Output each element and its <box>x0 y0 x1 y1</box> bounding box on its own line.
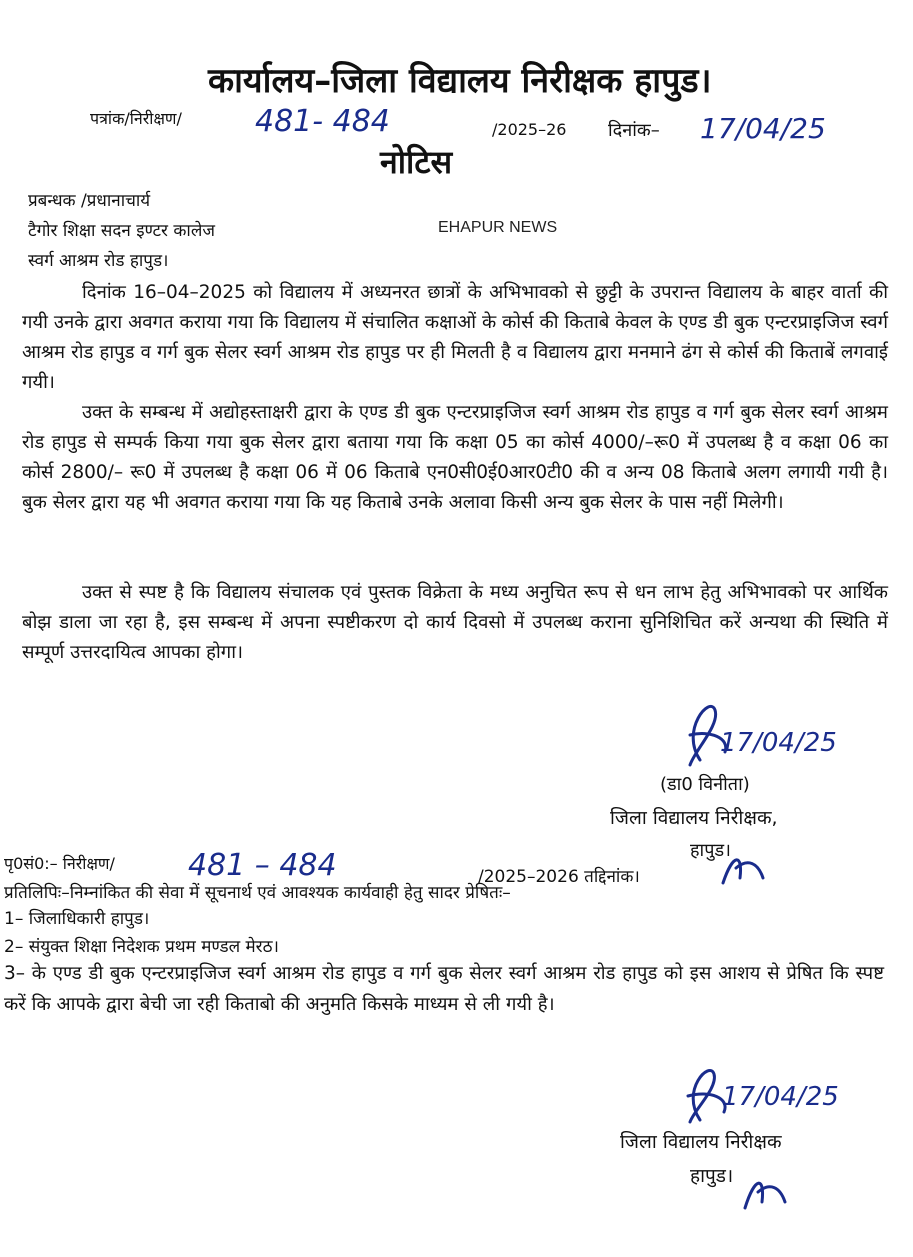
copy-item-3: 3– के एण्ड डी बुक एन्टरप्राइजिज स्वर्ग आश्रम रोड हापुड व गर्ग बुक सेलर स्वर्ग आश्रम रोड हापुड को इस आशय से प्रेषित कि स्पष्ट करें कि आपके द्वारा बेची जा रही किताबो की अनुमति किसके माध्यम से ली गयी है। <box>4 963 884 1015</box>
notice-title: नोटिस <box>380 143 453 181</box>
copy-ref-year: /2025–2026 तद्दिनांक। <box>478 867 640 887</box>
ref-label: पत्रांक/निरीक्षण/ <box>90 109 182 128</box>
signatory-place: हापुड। <box>690 840 731 861</box>
signatory-2-designation: जिला विद्यालय निरीक्षक <box>620 1131 782 1153</box>
office-title: कार्यालय–जिला विद्यालय निरीक्षक हापुड। <box>208 61 712 101</box>
watermark-text: EHAPUR NEWS <box>438 219 558 236</box>
copy-item-2: 2– संयुक्त शिक्षा निदेशक प्रथम मण्डल मेरठ। <box>4 937 279 957</box>
ref-year: /2025–26 <box>492 120 567 139</box>
addressee-line-2: टैगोर शिक्षा सदन इण्टर कालेज <box>28 221 215 241</box>
date-handwritten: 17/04/25 <box>700 112 826 145</box>
copy-ref-label: पृ0सं0:– निरीक्षण/ <box>4 854 115 873</box>
date-label: दिनांक– <box>608 120 660 141</box>
body-paragraph-1: दिनांक 16–04–2025 को विद्यालय में अध्यनरत छात्रों के अभिभावको से छुट्टी के उपरान्त विद्यालय के बाहर वार्ता की गयी उनके द्वारा अवगत कराया गया कि विद्यालय में संचालित कक्षाओं के कोर्स की किताबे केवल के एण्ड डी बुक एन्टरप्राइजिज स्वर्ग आश्रम रोड हापुड व गर्ग बुक सेलर स्वर्ग आश्रम रोड हापुड पर ही मिलती है व विद्यालय द्वारा मनमाने ढंग से कोर्स की किताबें लगवाई गयी। <box>22 282 888 393</box>
ref-number-handwritten: 481- 484 <box>255 104 390 139</box>
signatory-designation: जिला विद्यालय निरीक्षक, <box>610 807 778 829</box>
copy-ref-number-handwritten: 481 – 484 <box>188 848 337 883</box>
signature-2-date: 17/04/25 <box>722 1082 839 1112</box>
signatory-name: (डा0 विनीता) <box>660 774 750 795</box>
initials-scribble-2 <box>740 1170 790 1214</box>
copy-intro: प्रतिलिपिः–निम्नांकित की सेवा में सूचनार्थ एवं आवश्यक कार्यवाही हेतु सादर प्रेषितः– <box>4 883 511 903</box>
addressee-line-1: प्रबन्धक /प्रधानाचार्य <box>28 191 151 211</box>
signature-1-date: 17/04/25 <box>720 728 837 758</box>
signatory-2-place: हापुड। <box>690 1165 734 1187</box>
addressee-line-3: स्वर्ग आश्रम रोड हापुड। <box>28 251 169 271</box>
copy-item-1: 1– जिलाधिकारी हापुड। <box>4 909 150 929</box>
initials-scribble-1 <box>718 848 768 890</box>
body-paragraph-2: उक्त के सम्बन्ध में अद्योहस्ताक्षरी द्वारा के एण्ड डी बुक एन्टरप्राइजिज स्वर्ग आश्रम रोड हापुड व गर्ग बुक सेलर स्वर्ग आश्रम रोड हापुड से सम्पर्क किया गया बुक सेलर द्वारा बताया गया कि कक्षा 05 का कोर्स 4000/–रू0 में उपलब्ध है व कक्षा 06 का कोर्स 2800/– रू0 में उपलब्ध है कक्षा 06 में 06 किताबे एन0सी0ई0आर0टी0 की व अन्य 08 किताबे अलग लगायी गयी है। बुक सेलर द्वारा यह भी अवगत कराया गया कि यह किताबे उनके अलावा किसी अन्य बुक सेलर के पास नहीं मिलेगी। <box>22 402 888 513</box>
body-paragraph-3: उक्त से स्पष्ट है कि विद्यालय संचालक एवं पुस्तक विक्रेता के मध्य अनुचित रूप से धन लाभ हेतु अभिभावको पर आर्थिक बोझ डाला जा रहा है, इस सम्बन्ध में अपना स्पष्टीकरण दो कार्य दिवसो में उपलब्ध कराना सुनिशिचित करें अन्यथा की स्थिति में सम्पूर्ण उत्तरदायित्व आपका होगा। <box>22 582 888 663</box>
